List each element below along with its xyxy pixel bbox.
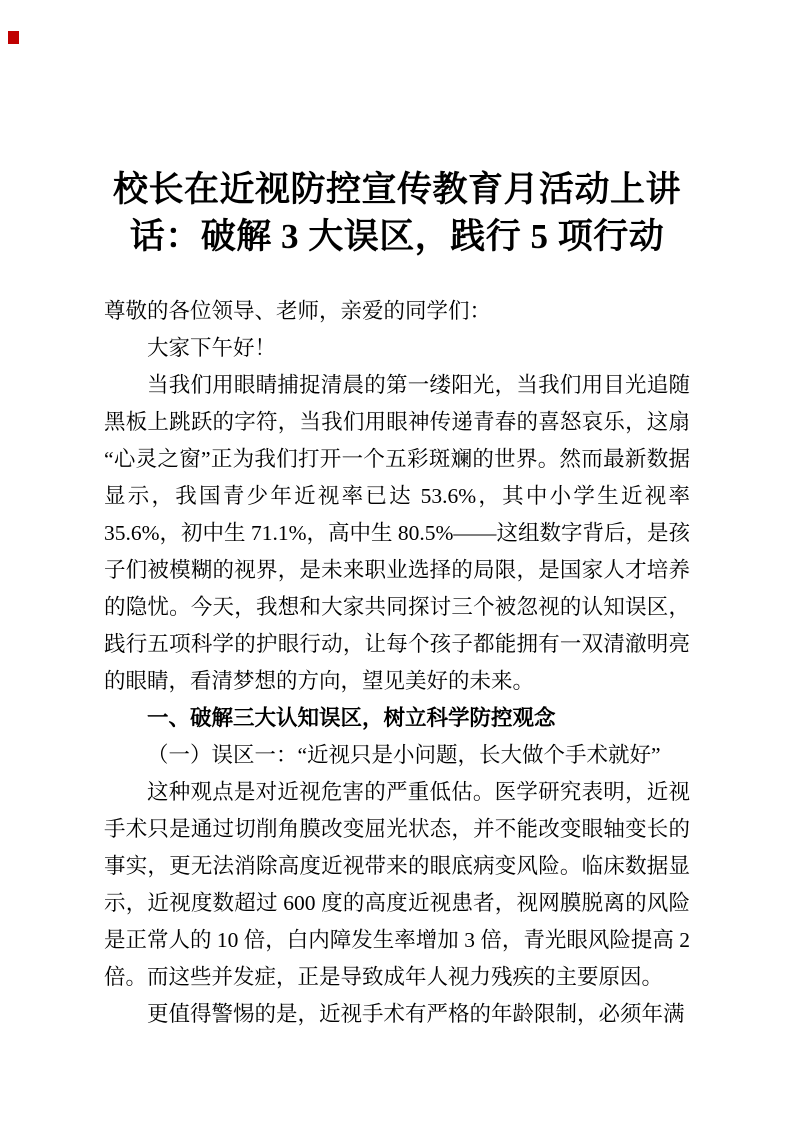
document-body [104, 293, 690, 1033]
red-corner-marker [8, 31, 19, 44]
document-title-line-1: 校长在近视防控宣传教育月活动上讲 [112, 170, 681, 210]
body-paragraph-medical-risks: 这种观点是对近视危害的严重低估。医学研究表明，近视手术只是通过切削角膜改变屈光状态，并不能改变眼轴变长的事实，更无法消除高度近视带来的眼底病变风险。临床数据显示，近视度数超过 600 度的高度近视患者，视网膜脱离的风险是正常人的 10 倍，白内障发生率增加 3 倍，青光眼风险提高 2 倍。而这些并发症，正是导致成年人视力残疾的主要原因。 [104, 780, 690, 990]
body-paragraph-cutoff: 更值得警惕的是，近视手术有严格的年龄限制，必须年满 [147, 1002, 685, 1027]
greeting-line: 尊敬的各位领导、老师，亲爱的同学们： [104, 299, 492, 324]
subsection-heading-misconception-1: （一）误区一：“近视只是小问题，长大做个手术就好” [147, 743, 661, 768]
document-title [104, 166, 690, 260]
intro-paragraph: 当我们用眼睛捕捉清晨的第一缕阳光，当我们用目光追随黑板上跳跃的字符，当我们用眼神传递青春的喜怒哀乐，这扇“心灵之窗”正为我们打开一个五彩斑斓的世界。然而最新数据显示，我国青少年近视率已达 53.6%，其中小学生近视率 35.6%，初中生 71.1%，高中生 80.5%——这组数字背后，是孩子们被模糊的视界，是未来职业选择的局限，是国家人才培养的隐忧。今天，我想和大家共同探讨三个被忽视的认知误区，践行五项科学的护眼行动，让每个孩子都能拥有一双清澈明亮的眼睛，看清梦想的方向，望见美好的未来。 [104, 373, 690, 694]
section-heading-1: 一、破解三大认知误区，树立科学防控观念 [147, 706, 556, 731]
opening-line: 大家下午好！ [147, 336, 277, 361]
document-title-line-2: 话：破解 3 大误区，践行 5 项行动 [129, 217, 665, 257]
